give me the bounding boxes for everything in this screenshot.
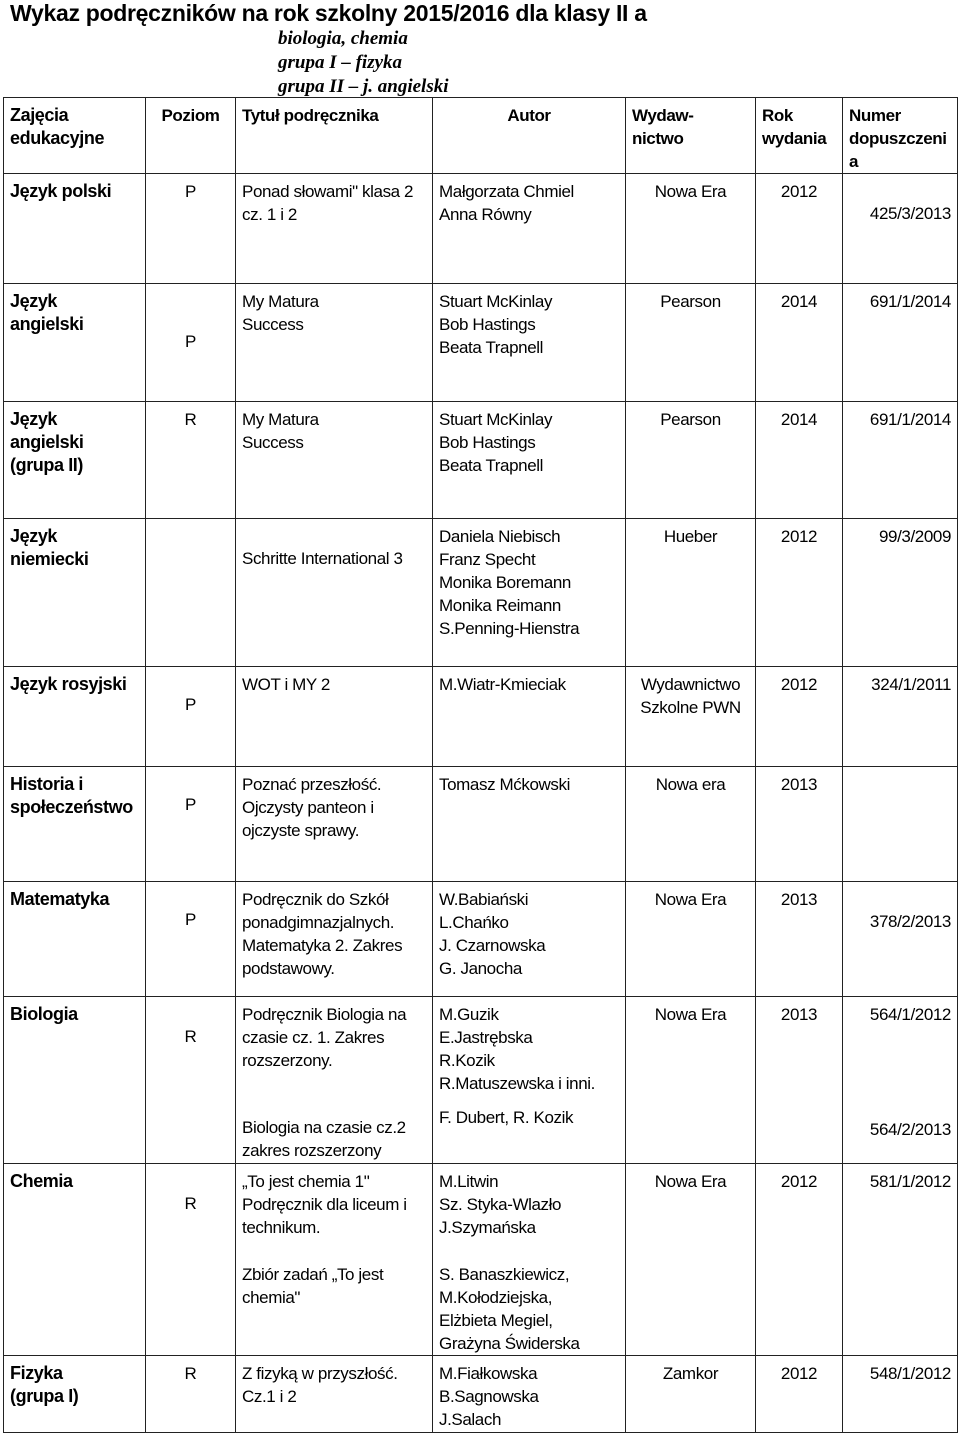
- cell-number: [843, 882, 958, 997]
- publisher-text: Zamkor: [662, 1364, 719, 1383]
- cell-subject: [4, 402, 146, 519]
- author-text: Tomasz Mćkowski: [439, 775, 570, 794]
- cell-subject: [4, 1356, 146, 1433]
- title-text: Z fizyką w przyszłość. Cz.1 i 2: [242, 1364, 398, 1406]
- cell-publisher: [626, 284, 756, 402]
- subject-text: Język rosyjski: [10, 674, 127, 694]
- cell-subject: [4, 997, 146, 1164]
- table-row: [4, 997, 958, 1164]
- cell-title: [236, 284, 433, 402]
- subject-text: Historia i społeczeństwo: [10, 774, 133, 817]
- header-level: Poziom: [146, 98, 236, 174]
- cell-level: [146, 1164, 236, 1356]
- cell-author: [433, 667, 626, 767]
- subject-text: Język polski: [10, 181, 112, 201]
- table-row: [4, 667, 958, 767]
- cell-level: [146, 667, 236, 767]
- title-text: Schritte International 3: [242, 549, 403, 568]
- cell-number: [843, 1356, 958, 1433]
- publisher-text: Hueber: [663, 527, 718, 546]
- cell-number: [843, 402, 958, 519]
- author-text: M.Litwin Sz. Styka-Wlazło J.Szymańska: [439, 1172, 562, 1237]
- number-text: 378/2/2013: [869, 912, 951, 931]
- header-number: Numer dopuszczeni a: [843, 98, 958, 174]
- table-row: [4, 519, 958, 667]
- publisher-text: Nowa Era: [654, 890, 727, 909]
- cell-title: [236, 1356, 433, 1433]
- cell-title: [236, 767, 433, 882]
- author-text: W.Babiański L.Chańko J. Czarnowska G. Janocha: [439, 890, 546, 978]
- cell-level: [146, 519, 236, 667]
- level-text: R: [184, 1194, 197, 1213]
- cell-publisher: [626, 882, 756, 997]
- cell-level: [146, 284, 236, 402]
- author-text: M.Wiatr-Kmieciak: [439, 675, 566, 694]
- cell-title: [236, 882, 433, 997]
- author-text: Stuart McKinlay Bob Hastings Beata Trapnell: [439, 292, 553, 357]
- cell-subject: [4, 667, 146, 767]
- cell-publisher: [626, 667, 756, 767]
- cell-level: [146, 882, 236, 997]
- subtitle-line: grupa I – fizyka: [278, 52, 403, 73]
- table-header-row: [4, 98, 958, 174]
- header-author: Autor: [433, 98, 626, 174]
- cell-publisher: [626, 997, 756, 1164]
- title-text: My Matura Success: [242, 292, 319, 334]
- title-text: Ponad słowami" klasa 2 cz. 1 i 2: [242, 182, 414, 224]
- publisher-text: Pearson: [660, 410, 721, 429]
- year-text: 2014: [780, 292, 818, 311]
- cell-author: [433, 997, 626, 1164]
- cell-level: [146, 1356, 236, 1433]
- cell-subject: [4, 767, 146, 882]
- year-text: 2012: [780, 1172, 818, 1191]
- cell-publisher: [626, 767, 756, 882]
- cell-year: [756, 1164, 843, 1356]
- number-text: 691/1/2014: [869, 292, 951, 311]
- year-text: 2012: [780, 527, 818, 546]
- cell-number: [843, 667, 958, 767]
- author-text: M.Fiałkowska B.Sagnowska J.Salach: [439, 1364, 539, 1429]
- cell-level: [146, 997, 236, 1164]
- publisher-text: Nowa Era: [654, 182, 727, 201]
- author-text-second: S. Banaszkiewicz, M.Kołodziejska, Elżbieta Megiel, Grażyna Świderska: [439, 1265, 580, 1353]
- author-text: Małgorzata Chmiel Anna Równy: [439, 182, 574, 224]
- table-row: [4, 174, 958, 284]
- cell-author: [433, 1356, 626, 1433]
- title-text-second: Zbiór zadań „To jest chemia": [242, 1265, 384, 1307]
- number-text: 99/3/2009: [878, 527, 951, 546]
- title-text: Podręcznik do Szkół ponadgimnazjalnych. Matematyka 2. Zakres podstawowy.: [242, 890, 403, 978]
- author-text: Daniela Niebisch Franz Specht Monika Boremann Monika Reimann S.Penning-Hienstra: [439, 527, 580, 638]
- subtitle-line: biologia, chemia: [278, 28, 408, 49]
- cell-publisher: [626, 1164, 756, 1356]
- title-text: WOT i MY 2: [242, 675, 330, 694]
- cell-title: [236, 997, 433, 1164]
- cell-publisher: [626, 402, 756, 519]
- author-text: Stuart McKinlay Bob Hastings Beata Trapnell: [439, 410, 553, 475]
- cell-number: [843, 767, 958, 882]
- header-title: Tytuł podręcznika: [236, 98, 433, 174]
- cell-author: [433, 767, 626, 882]
- subject-text: Język niemiecki: [10, 526, 89, 569]
- cell-title: [236, 402, 433, 519]
- year-text: 2013: [780, 775, 818, 794]
- publisher-text: Nowa Era: [654, 1172, 727, 1191]
- subject-text: Fizyka (grupa I): [10, 1363, 79, 1406]
- cell-year: [756, 174, 843, 284]
- subject-text: Język angielski: [10, 291, 84, 334]
- publisher-text: Nowa era: [655, 775, 726, 794]
- cell-year: [756, 519, 843, 667]
- cell-year: [756, 284, 843, 402]
- cell-title: [236, 667, 433, 767]
- publisher-text: Nowa Era: [654, 1005, 727, 1024]
- number-text: 581/1/2012: [869, 1172, 951, 1191]
- level-text: P: [185, 695, 196, 714]
- level-text: P: [185, 332, 196, 351]
- cell-title: [236, 174, 433, 284]
- level-text: P: [185, 910, 196, 929]
- cell-subject: [4, 882, 146, 997]
- table-row: [4, 767, 958, 882]
- header-publisher: Wydaw- nictwo: [626, 98, 756, 174]
- cell-year: [756, 402, 843, 519]
- year-text: 2012: [780, 1364, 818, 1383]
- cell-title: [236, 519, 433, 667]
- cell-title: [236, 1164, 433, 1356]
- cell-author: [433, 284, 626, 402]
- cell-subject: [4, 284, 146, 402]
- author-text: M.Guzik E.Jastrębska R.Kozik R.Matuszewska i inni.: [439, 1005, 595, 1093]
- subject-text: Chemia: [10, 1171, 73, 1191]
- publisher-text: Pearson: [660, 292, 721, 311]
- level-text: P: [185, 182, 196, 201]
- table-row: [4, 402, 958, 519]
- cell-number: [843, 997, 958, 1164]
- header-year: Rok wydania: [756, 98, 843, 174]
- number-text: 425/3/2013: [869, 204, 951, 223]
- table-row: [4, 1356, 958, 1433]
- cell-level: [146, 767, 236, 882]
- cell-publisher: [626, 1356, 756, 1433]
- number-text: 564/1/2012: [869, 1005, 951, 1024]
- cell-number: [843, 1164, 958, 1356]
- author-text-second: F. Dubert, R. Kozik: [439, 1108, 574, 1127]
- cell-number: [843, 284, 958, 402]
- year-text: 2013: [780, 1005, 818, 1024]
- level-text: R: [184, 1364, 197, 1383]
- publisher-text: Wydawnictwo Szkolne PWN: [640, 675, 741, 717]
- cell-year: [756, 667, 843, 767]
- cell-level: [146, 174, 236, 284]
- cell-author: [433, 519, 626, 667]
- subject-text: Biologia: [10, 1004, 78, 1024]
- cell-year: [756, 1356, 843, 1433]
- cell-year: [756, 767, 843, 882]
- cell-author: [433, 1164, 626, 1356]
- title-text: Podręcznik Biologia na czasie cz. 1. Zakres rozszerzony.: [242, 1005, 407, 1070]
- table-row: [4, 882, 958, 997]
- cell-year: [756, 882, 843, 997]
- cell-author: [433, 882, 626, 997]
- cell-year: [756, 997, 843, 1164]
- textbook-table: [3, 97, 958, 1433]
- cell-subject: [4, 1164, 146, 1356]
- header-subject: Zajęcia edukacyjne: [4, 98, 146, 174]
- number-text: 548/1/2012: [869, 1364, 951, 1383]
- page-title: Wykaz podręczników na rok szkolny 2015/2016 dla klasy II a: [10, 0, 647, 26]
- number-text-second: 564/2/2013: [869, 1120, 951, 1139]
- title-text: My Matura Success: [242, 410, 319, 452]
- number-text: 324/1/2011: [871, 675, 951, 694]
- cell-subject: [4, 174, 146, 284]
- cell-author: [433, 402, 626, 519]
- title-text-second: Biologia na czasie cz.2 zakres rozszerzony: [242, 1118, 406, 1160]
- cell-subject: [4, 519, 146, 667]
- cell-number: [843, 174, 958, 284]
- cell-number: [843, 519, 958, 667]
- cell-author: [433, 174, 626, 284]
- year-text: 2013: [780, 890, 818, 909]
- cell-level: [146, 402, 236, 519]
- table-row: [4, 1164, 958, 1356]
- subject-text: Matematyka: [10, 889, 110, 909]
- title-text: Poznać przeszłość. Ojczysty panteon i ojczyste sprawy.: [242, 775, 382, 840]
- level-text: R: [184, 1027, 197, 1046]
- subtitle-line: grupa II – j. angielski: [278, 76, 449, 97]
- level-text: P: [185, 795, 196, 814]
- year-text: 2012: [780, 182, 818, 201]
- level-text: R: [184, 410, 197, 429]
- table-row: [4, 284, 958, 402]
- subject-text: Język angielski (grupa II): [10, 409, 84, 475]
- cell-publisher: [626, 174, 756, 284]
- year-text: 2012: [780, 675, 818, 694]
- number-text: 691/1/2014: [869, 410, 951, 429]
- cell-publisher: [626, 519, 756, 667]
- title-text: „To jest chemia 1" Podręcznik dla liceum i technikum.: [242, 1172, 407, 1237]
- year-text: 2014: [780, 410, 818, 429]
